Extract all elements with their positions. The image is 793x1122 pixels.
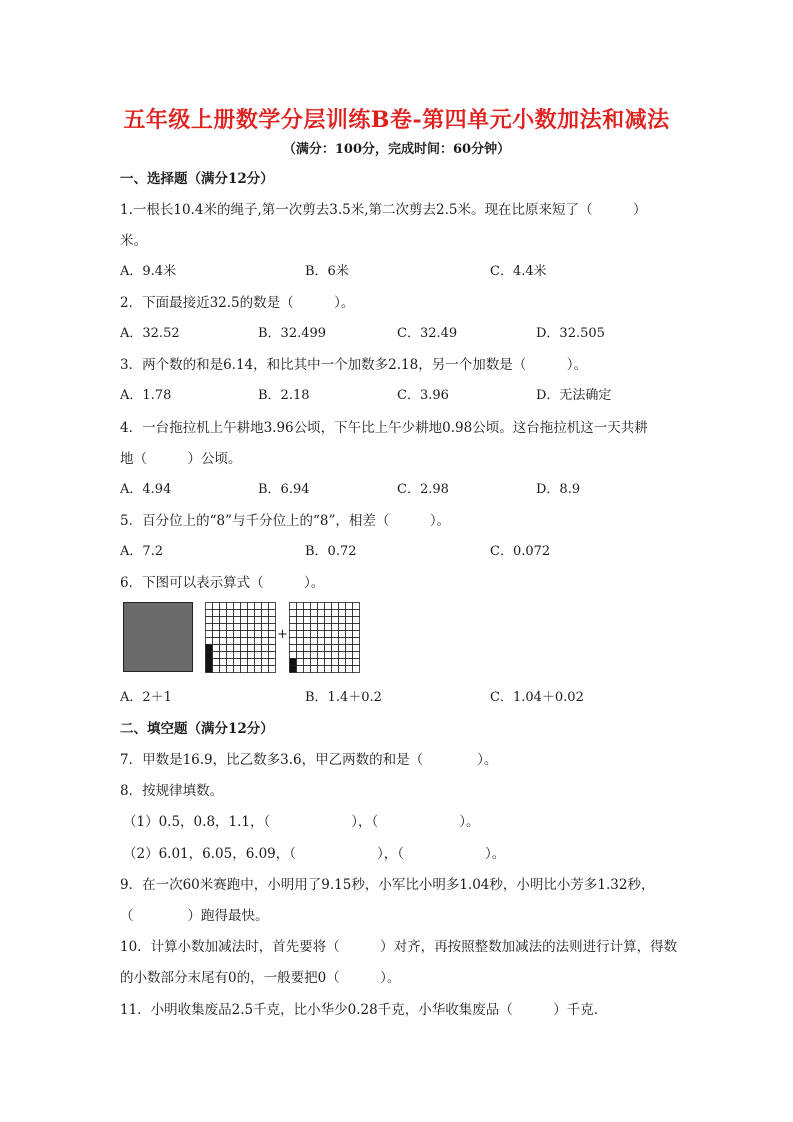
grid-cell bbox=[318, 603, 325, 610]
grid-cell bbox=[213, 624, 220, 631]
grid-cell bbox=[269, 610, 276, 617]
grid-cell bbox=[318, 610, 325, 617]
grid-cell bbox=[353, 631, 360, 638]
grid-cell bbox=[248, 666, 255, 673]
grid-cell bbox=[311, 610, 318, 617]
grid-cell bbox=[269, 666, 276, 673]
grid-cell bbox=[269, 631, 276, 638]
grid-cell bbox=[269, 652, 276, 659]
grid-cell bbox=[262, 631, 269, 638]
grid-cell bbox=[297, 610, 304, 617]
grid-cell bbox=[234, 631, 241, 638]
grid-cell bbox=[297, 638, 304, 645]
grid-cell bbox=[227, 666, 234, 673]
grid-cell bbox=[290, 652, 297, 659]
grid-cell bbox=[297, 617, 304, 624]
grid-cell bbox=[290, 638, 297, 645]
grid-cell bbox=[241, 645, 248, 652]
grid-cell bbox=[220, 638, 227, 645]
grid-cell bbox=[269, 603, 276, 610]
grid-cell bbox=[332, 631, 339, 638]
grid-cell bbox=[346, 645, 353, 652]
grid-cell bbox=[262, 617, 269, 624]
grid-cell bbox=[227, 645, 234, 652]
grid-cell bbox=[346, 638, 353, 645]
grid-cell bbox=[290, 617, 297, 624]
grid-cell bbox=[346, 617, 353, 624]
grid-cell bbox=[304, 610, 311, 617]
q1-option-c: C．4.4米 bbox=[490, 264, 547, 279]
grid-cell bbox=[318, 638, 325, 645]
grid-cell bbox=[241, 638, 248, 645]
grid-cell bbox=[318, 617, 325, 624]
grid-cell bbox=[248, 624, 255, 631]
grid-cell bbox=[255, 617, 262, 624]
grid-cell bbox=[206, 638, 213, 645]
grid-cell bbox=[255, 603, 262, 610]
grid-cell bbox=[311, 603, 318, 610]
grid-cell bbox=[339, 659, 346, 666]
question-8-sub-2: （2）6.01，6.05，6.09，（ ），（ ）。 bbox=[123, 846, 506, 862]
grid-cell bbox=[206, 603, 213, 610]
grid-cell bbox=[325, 624, 332, 631]
grid-cell bbox=[220, 624, 227, 631]
grid-cell bbox=[353, 645, 360, 652]
page-title: 五年级上册数学分层训练B卷-第四单元小数加法和减法 bbox=[123, 107, 670, 133]
q6-option-b: B．1.4＋0.2 bbox=[305, 690, 382, 705]
grid-cell bbox=[353, 624, 360, 631]
plus-sign: + bbox=[277, 627, 288, 642]
grid-cell bbox=[346, 631, 353, 638]
grid-cell bbox=[304, 617, 311, 624]
grid-cell bbox=[234, 659, 241, 666]
q2-option-d: D．32.505 bbox=[536, 326, 605, 341]
grid-cell bbox=[220, 631, 227, 638]
q5-option-a: A．7.2 bbox=[120, 544, 164, 559]
grid-cell bbox=[325, 603, 332, 610]
grid-cell bbox=[346, 666, 353, 673]
grid-cell bbox=[234, 617, 241, 624]
grid-cell bbox=[269, 659, 276, 666]
question-5-text: 5．百分位上的“8”与千分位上的“8”，相差（ ）。 bbox=[120, 513, 451, 529]
grid-cell bbox=[311, 645, 318, 652]
grid-cell bbox=[213, 617, 220, 624]
grid-cell bbox=[262, 610, 269, 617]
grid-cell bbox=[220, 603, 227, 610]
grid-cell bbox=[213, 659, 220, 666]
grid-cell bbox=[248, 638, 255, 645]
grid-cell bbox=[332, 645, 339, 652]
grid-cell bbox=[213, 631, 220, 638]
grid-cell bbox=[332, 603, 339, 610]
question-2-text: 2．下面最接近32.5的数是（ ）。 bbox=[120, 295, 355, 311]
question-4-text-cont: 地（ ）公顷。 bbox=[120, 451, 242, 467]
grid-cell bbox=[234, 645, 241, 652]
section-heading-fill: 二、填空题（满分12分） bbox=[120, 721, 274, 737]
q4-option-a: A．4.94 bbox=[120, 482, 172, 497]
question-10-text-cont: 的小数部分末尾有0的，一般要把0（ ）。 bbox=[120, 970, 401, 986]
grid-cell bbox=[206, 624, 213, 631]
grid-cell bbox=[227, 617, 234, 624]
grid-cell bbox=[213, 603, 220, 610]
q4-option-b: B．6.94 bbox=[258, 482, 310, 497]
grid-cell bbox=[234, 603, 241, 610]
grid-cell bbox=[339, 603, 346, 610]
grid-cell bbox=[290, 624, 297, 631]
grid-cell bbox=[311, 631, 318, 638]
grid-cell bbox=[332, 666, 339, 673]
grid-cell-filled bbox=[290, 659, 297, 666]
q3-option-d: D．无法确定 bbox=[536, 388, 612, 403]
q4-option-d: D．8.9 bbox=[536, 482, 581, 497]
grid-cell bbox=[297, 603, 304, 610]
grid-cell bbox=[227, 631, 234, 638]
grid-cell bbox=[353, 610, 360, 617]
grid-cell bbox=[311, 638, 318, 645]
grid-cell bbox=[304, 659, 311, 666]
grid-cell bbox=[234, 610, 241, 617]
q5-option-c: C．0.072 bbox=[490, 544, 551, 559]
q3-option-b: B．2.18 bbox=[258, 388, 310, 403]
q6-option-a: A．2＋1 bbox=[120, 690, 172, 705]
grid-cell bbox=[311, 666, 318, 673]
grid-cell bbox=[353, 652, 360, 659]
grid-cell-filled bbox=[290, 666, 297, 673]
question-6-text: 6．下图可以表示算式（ ）。 bbox=[120, 575, 325, 591]
grid-cell bbox=[234, 652, 241, 659]
grid-cell bbox=[290, 603, 297, 610]
grid-cell bbox=[227, 610, 234, 617]
q2-option-b: B．32.499 bbox=[258, 326, 327, 341]
grid-cell-filled bbox=[206, 659, 213, 666]
grid-cell bbox=[353, 659, 360, 666]
grid-cell bbox=[241, 617, 248, 624]
grid-cell bbox=[241, 652, 248, 659]
question-11-text: 11．小明收集废品2.5千克，比小华少0.28千克，小华收集废品（ ）千克． bbox=[120, 1002, 608, 1018]
grid-cell bbox=[262, 659, 269, 666]
grid-cell bbox=[255, 666, 262, 673]
grid-cell bbox=[311, 659, 318, 666]
question-7-text: 7．甲数是16.9，比乙数多3.6，甲乙两数的和是（ ）。 bbox=[120, 752, 498, 768]
grid-cell bbox=[234, 624, 241, 631]
grid-cell bbox=[332, 638, 339, 645]
grid-cell bbox=[325, 631, 332, 638]
grid-cell bbox=[241, 659, 248, 666]
q2-option-a: A．32.52 bbox=[120, 326, 180, 341]
grid-cell bbox=[262, 638, 269, 645]
grid-cell bbox=[346, 659, 353, 666]
grid-cell bbox=[234, 638, 241, 645]
q6-option-c: C．1.04＋0.02 bbox=[490, 690, 584, 705]
grid-cell bbox=[220, 610, 227, 617]
question-3-text: 3．两个数的和是6.14，和比其中一个加数多2.18，另一个加数是（ ）。 bbox=[120, 357, 587, 373]
grid-cell bbox=[297, 624, 304, 631]
question-1-text-cont: 米。 bbox=[120, 233, 147, 249]
grid-cell bbox=[227, 624, 234, 631]
grid-cell bbox=[325, 645, 332, 652]
question-8-text: 8．按规律填数。 bbox=[120, 783, 224, 799]
grid-cell bbox=[304, 666, 311, 673]
grid-cell bbox=[241, 624, 248, 631]
grid-cell bbox=[311, 652, 318, 659]
grid-cell bbox=[332, 617, 339, 624]
grid-cell bbox=[346, 624, 353, 631]
grid-cell bbox=[339, 610, 346, 617]
grid-cell bbox=[304, 624, 311, 631]
grid-cell bbox=[353, 666, 360, 673]
grid-cell bbox=[339, 666, 346, 673]
grid-cell bbox=[248, 652, 255, 659]
grid-cell bbox=[241, 666, 248, 673]
grid-cell bbox=[227, 652, 234, 659]
grid-cell bbox=[255, 610, 262, 617]
grid-cell bbox=[234, 666, 241, 673]
grid-cell-filled bbox=[206, 645, 213, 652]
grid-cell bbox=[241, 603, 248, 610]
grid-cell bbox=[241, 610, 248, 617]
solid-unit-square bbox=[123, 602, 193, 672]
q4-option-c: C．2.98 bbox=[397, 482, 449, 497]
grid-cell bbox=[304, 645, 311, 652]
grid-cell bbox=[339, 631, 346, 638]
question-1-text: 1.一根长10.4米的绳子,第一次剪去3.5米,第二次剪去2.5米。现在比原来短了（ ） bbox=[120, 202, 647, 218]
grid-cell bbox=[332, 652, 339, 659]
grid-cell bbox=[213, 645, 220, 652]
grid-cell bbox=[206, 610, 213, 617]
section-heading-choice: 一、选择题（满分12分） bbox=[120, 171, 274, 187]
grid-cell bbox=[318, 666, 325, 673]
grid-cell bbox=[290, 631, 297, 638]
grid-cell bbox=[206, 617, 213, 624]
grid-cell bbox=[339, 645, 346, 652]
grid-cell bbox=[297, 652, 304, 659]
grid-cell bbox=[220, 659, 227, 666]
grid-cell bbox=[353, 617, 360, 624]
grid-cell bbox=[262, 603, 269, 610]
grid-cell bbox=[213, 638, 220, 645]
grid-cell bbox=[304, 638, 311, 645]
grid-cell bbox=[339, 617, 346, 624]
grid-cell bbox=[318, 652, 325, 659]
grid-cell bbox=[241, 631, 248, 638]
grid-cell bbox=[325, 617, 332, 624]
grid-cell bbox=[262, 624, 269, 631]
grid-cell bbox=[269, 624, 276, 631]
grid-cell bbox=[346, 603, 353, 610]
grid-cell bbox=[269, 617, 276, 624]
grid-cell bbox=[346, 610, 353, 617]
grid-cell bbox=[248, 659, 255, 666]
grid-cell bbox=[339, 652, 346, 659]
grid-cell bbox=[248, 631, 255, 638]
grid-cell bbox=[213, 610, 220, 617]
grid-cell bbox=[227, 659, 234, 666]
grid-cell-filled bbox=[206, 652, 213, 659]
grid-cell bbox=[311, 617, 318, 624]
grid-cell bbox=[339, 638, 346, 645]
grid-cell bbox=[290, 610, 297, 617]
grid-cell bbox=[269, 645, 276, 652]
grid-cell bbox=[262, 666, 269, 673]
grid-cell bbox=[220, 652, 227, 659]
grid-cell bbox=[297, 666, 304, 673]
question-4-text: 4．一台拖拉机上午耕地3.96公顷，下午比上午少耕地0.98公顷。这台拖拉机这一天共耕 bbox=[120, 420, 648, 436]
question-8-sub-1: （1）0.5，0.8，1.1，（ ），（ ）。 bbox=[123, 814, 480, 830]
grid-cell bbox=[255, 645, 262, 652]
grid-cell bbox=[255, 659, 262, 666]
grid-cell-filled bbox=[206, 666, 213, 673]
q1-option-b: B．6米 bbox=[305, 264, 349, 279]
grid-cell bbox=[325, 638, 332, 645]
q5-option-b: B．0.72 bbox=[305, 544, 357, 559]
page-subtitle: （满分：100分，完成时间：60分钟） bbox=[282, 142, 511, 157]
grid-cell bbox=[353, 603, 360, 610]
grid-cell bbox=[262, 652, 269, 659]
question-10-text: 10．计算小数加减法时，首先要将（ ）对齐，再按照整数加减法的法则进行计算，得数 bbox=[120, 939, 678, 955]
grid-cell bbox=[325, 666, 332, 673]
grid-cell bbox=[353, 638, 360, 645]
grid-cell bbox=[332, 659, 339, 666]
grid-cell bbox=[325, 610, 332, 617]
grid-cell bbox=[297, 659, 304, 666]
question-9-text: 9．在一次60米赛跑中，小明用了9.15秒，小军比小明多1.04秒，小明比小芳多1.32秒， bbox=[120, 877, 655, 893]
grid-cell bbox=[332, 610, 339, 617]
grid-cell bbox=[206, 631, 213, 638]
grid-cell bbox=[255, 631, 262, 638]
grid-cell bbox=[332, 624, 339, 631]
grid-cell bbox=[269, 638, 276, 645]
grid-cell bbox=[297, 645, 304, 652]
grid-cell bbox=[248, 610, 255, 617]
grid-cell bbox=[318, 645, 325, 652]
q3-option-c: C．3.96 bbox=[397, 388, 449, 403]
grid-cell bbox=[304, 603, 311, 610]
q1-option-a: A．9.4米 bbox=[120, 264, 177, 279]
grid-cell bbox=[248, 645, 255, 652]
grid-cell bbox=[325, 652, 332, 659]
grid-cell bbox=[346, 652, 353, 659]
grid-cell bbox=[262, 645, 269, 652]
grid-cell bbox=[227, 603, 234, 610]
grid-cell bbox=[318, 659, 325, 666]
grid-cell bbox=[213, 652, 220, 659]
grid-cell bbox=[227, 638, 234, 645]
grid-cell bbox=[318, 631, 325, 638]
grid-cell bbox=[248, 603, 255, 610]
grid-cell bbox=[220, 666, 227, 673]
grid-cell bbox=[255, 624, 262, 631]
grid-cell bbox=[220, 617, 227, 624]
grid-cell bbox=[248, 617, 255, 624]
grid-cell bbox=[255, 638, 262, 645]
grid-cell bbox=[304, 631, 311, 638]
grid-cell bbox=[318, 624, 325, 631]
grid-cell bbox=[297, 631, 304, 638]
hundred-grid-2 bbox=[289, 602, 360, 673]
question-9-text-cont: （ ）跑得最快。 bbox=[120, 908, 269, 924]
grid-cell bbox=[220, 645, 227, 652]
grid-cell bbox=[213, 666, 220, 673]
grid-cell bbox=[325, 659, 332, 666]
grid-cell bbox=[339, 624, 346, 631]
grid-cell bbox=[255, 652, 262, 659]
grid-cell bbox=[290, 645, 297, 652]
q3-option-a: A．1.78 bbox=[120, 388, 172, 403]
grid-cell bbox=[311, 624, 318, 631]
grid-cell bbox=[304, 652, 311, 659]
hundred-grid-1 bbox=[205, 602, 276, 673]
q2-option-c: C．32.49 bbox=[397, 326, 458, 341]
